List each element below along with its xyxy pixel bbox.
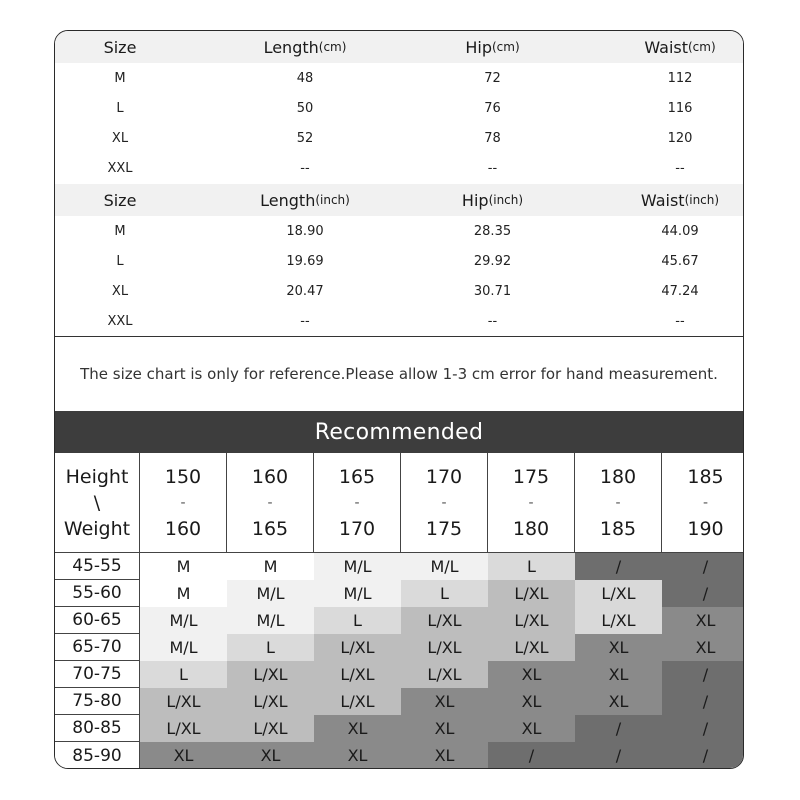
cell-waist: -- [675, 313, 685, 329]
recommended-size-cell: M [227, 553, 314, 580]
recommended-size-cell: M/L [314, 580, 401, 607]
table-row [55, 246, 743, 276]
height-from: 165 [338, 465, 376, 488]
cell-hip: -- [487, 160, 498, 176]
height-to: 175 [425, 517, 463, 540]
height-range-header [575, 453, 662, 553]
height-from: 170 [425, 465, 463, 488]
recommended-size-cell: L/XL [488, 607, 575, 634]
size-chart-card [54, 30, 744, 769]
height-from: 180 [599, 465, 637, 488]
height-to: 180 [512, 517, 550, 540]
recommended-size-cell: L/XL [314, 634, 401, 661]
cell-hip: 78 [484, 130, 501, 146]
table-row [55, 63, 743, 93]
recommended-size-cell: / [662, 715, 744, 742]
cell-size: M [114, 70, 126, 86]
recommended-size-cell: M [140, 553, 227, 580]
recommended-size-cell: / [575, 742, 662, 769]
height-range-header [140, 453, 227, 553]
header-waist-label: Waist [644, 37, 688, 57]
recommended-size-cell: / [488, 742, 575, 769]
table-header-row [55, 31, 743, 63]
header-size: Size [103, 190, 137, 210]
cell-size: L [116, 253, 124, 269]
header-length-label: Length [263, 37, 319, 57]
recommended-size-cell: L/XL [401, 634, 488, 661]
recommended-size-cell: XL [401, 688, 488, 715]
table-row [55, 153, 743, 183]
cell-waist: 120 [667, 130, 693, 146]
recommended-size-cell: XL [314, 742, 401, 769]
header-waist [585, 31, 744, 63]
weight-range-label: 75-80 [55, 688, 140, 715]
cell-hip: 76 [484, 100, 501, 116]
recommended-size-cell: L [140, 661, 227, 688]
recommended-size-cell: / [662, 553, 744, 580]
corner-separator: \ [93, 491, 101, 514]
recommended-size-cell: L/XL [140, 688, 227, 715]
recommended-size-cell: XL [488, 715, 575, 742]
corner-height-weight [55, 453, 140, 553]
header-length-unit: (inch) [315, 193, 350, 207]
table-header-row [55, 184, 743, 216]
header-waist-label: Waist [640, 190, 685, 210]
recommended-size-cell: L/XL [227, 688, 314, 715]
header-waist-unit: (cm) [688, 40, 716, 54]
header-hip [395, 31, 590, 63]
recommended-size-cell: XL [401, 715, 488, 742]
header-length [205, 31, 405, 63]
header-length [205, 184, 405, 216]
recommended-size-cell: XL [662, 634, 744, 661]
height-range-header [401, 453, 488, 553]
recommended-size-cell: / [662, 580, 744, 607]
cell-waist: 45.67 [661, 253, 699, 269]
cell-waist: -- [675, 160, 685, 176]
height-from: 175 [512, 465, 550, 488]
height-dash: - [615, 494, 621, 511]
recommended-size-cell: L/XL [575, 607, 662, 634]
cell-size: M [114, 223, 126, 239]
recommended-size-cell: M/L [227, 607, 314, 634]
header-hip-unit: (inch) [488, 193, 524, 207]
height-dash: - [267, 494, 273, 511]
cell-length: 19.69 [286, 253, 324, 269]
weight-range-label: 60-65 [55, 607, 140, 634]
recommended-size-cell: M/L [401, 553, 488, 580]
header-hip-unit: (cm) [491, 40, 520, 54]
weight-range-label: 45-55 [55, 553, 140, 580]
recommended-size-cell: M/L [227, 580, 314, 607]
cell-size: XL [111, 130, 129, 146]
recommended-size-cell: M/L [140, 634, 227, 661]
recommended-size-cell: / [662, 688, 744, 715]
height-dash: - [702, 494, 709, 511]
height-to: 160 [164, 517, 202, 540]
height-dash: - [180, 494, 186, 511]
cell-size: L [116, 100, 124, 116]
recommended-size-cell: L/XL [314, 661, 401, 688]
recommended-size-cell: L/XL [488, 580, 575, 607]
cell-waist: 44.09 [661, 223, 699, 239]
table-row [55, 123, 743, 153]
recommended-size-cell: XL [140, 742, 227, 769]
cell-hip: 30.71 [473, 283, 512, 299]
recommended-size-cell: L/XL [575, 580, 662, 607]
recommended-size-cell: M/L [140, 607, 227, 634]
height-from: 185 [687, 465, 724, 488]
cell-hip: 29.92 [473, 253, 512, 269]
recommended-grid [55, 453, 743, 769]
height-dash: - [441, 494, 447, 511]
cell-waist: 116 [667, 100, 693, 116]
weight-range-label: 55-60 [55, 580, 140, 607]
recommended-size-cell: L [314, 607, 401, 634]
recommended-size-cell: L [227, 634, 314, 661]
header-waist [585, 184, 744, 216]
recommended-title: Recommended [55, 411, 743, 453]
cell-hip: 28.35 [473, 223, 512, 239]
cell-length: 18.90 [286, 223, 324, 239]
cell-waist: 47.24 [661, 283, 699, 299]
recommended-size-cell: XL [575, 688, 662, 715]
cell-size: XL [111, 283, 129, 299]
header-length-label: Length [260, 190, 316, 210]
cell-hip: 72 [484, 70, 501, 86]
height-range-header [662, 453, 744, 553]
cell-length: 52 [296, 130, 314, 146]
height-range-header [314, 453, 401, 553]
height-dash: - [354, 494, 360, 511]
cell-size: XXL [107, 160, 133, 176]
header-hip [395, 184, 590, 216]
cell-size: XXL [107, 313, 133, 329]
weight-range-label: 85-90 [55, 742, 140, 769]
recommended-size-cell: XL [227, 742, 314, 769]
recommended-size-cell: L/XL [401, 661, 488, 688]
table-row [55, 216, 743, 246]
recommended-size-cell: L [488, 553, 575, 580]
cell-length: 48 [296, 70, 314, 86]
height-to: 190 [687, 517, 724, 540]
header-length-unit: (cm) [318, 40, 347, 54]
corner-weight-label: Weight [63, 517, 131, 540]
recommended-size-cell: XL [488, 661, 575, 688]
table-row [55, 306, 743, 336]
recommended-size-cell: / [575, 553, 662, 580]
recommended-size-cell: L [401, 580, 488, 607]
cell-length: 20.47 [286, 283, 324, 299]
recommended-size-cell: XL [662, 607, 744, 634]
cell-length: 50 [296, 100, 314, 116]
recommended-size-cell: XL [314, 715, 401, 742]
cell-waist: 112 [667, 70, 693, 86]
height-to: 185 [599, 517, 637, 540]
table-row [55, 93, 743, 123]
height-dash: - [528, 494, 534, 511]
recommended-size-cell: XL [488, 688, 575, 715]
table-row [55, 276, 743, 306]
height-range-header [227, 453, 314, 553]
height-from: 150 [164, 465, 202, 488]
recommended-size-cell: L/XL [227, 715, 314, 742]
cell-hip: -- [487, 313, 498, 329]
cell-length: -- [300, 160, 310, 176]
recommended-size-cell: L/XL [140, 715, 227, 742]
cell-length: -- [300, 313, 310, 329]
header-size: Size [103, 37, 137, 57]
recommended-size-cell: / [662, 661, 744, 688]
height-to: 165 [251, 517, 289, 540]
header-waist-unit: (inch) [684, 193, 720, 207]
weight-range-label: 80-85 [55, 715, 140, 742]
weight-range-label: 70-75 [55, 661, 140, 688]
recommended-size-cell: XL [401, 742, 488, 769]
recommended-size-cell: XL [575, 661, 662, 688]
header-hip-label: Hip [465, 37, 492, 57]
header-hip-label: Hip [461, 190, 489, 210]
recommended-size-cell: M [140, 580, 227, 607]
recommended-size-cell: L/XL [314, 688, 401, 715]
recommended-size-cell: XL [575, 634, 662, 661]
recommended-size-cell: / [575, 715, 662, 742]
height-range-header [488, 453, 575, 553]
weight-range-label: 65-70 [55, 634, 140, 661]
measurement-note: The size chart is only for reference.Please allow 1-3 cm error for hand measurement. [55, 336, 743, 411]
corner-height-label: Height [65, 465, 129, 488]
recommended-size-cell: M/L [314, 553, 401, 580]
recommended-size-cell: L/XL [401, 607, 488, 634]
recommended-size-cell: / [662, 742, 744, 769]
recommended-size-cell: L/XL [227, 661, 314, 688]
height-from: 160 [251, 465, 289, 488]
recommended-size-cell: L/XL [488, 634, 575, 661]
height-to: 170 [338, 517, 376, 540]
